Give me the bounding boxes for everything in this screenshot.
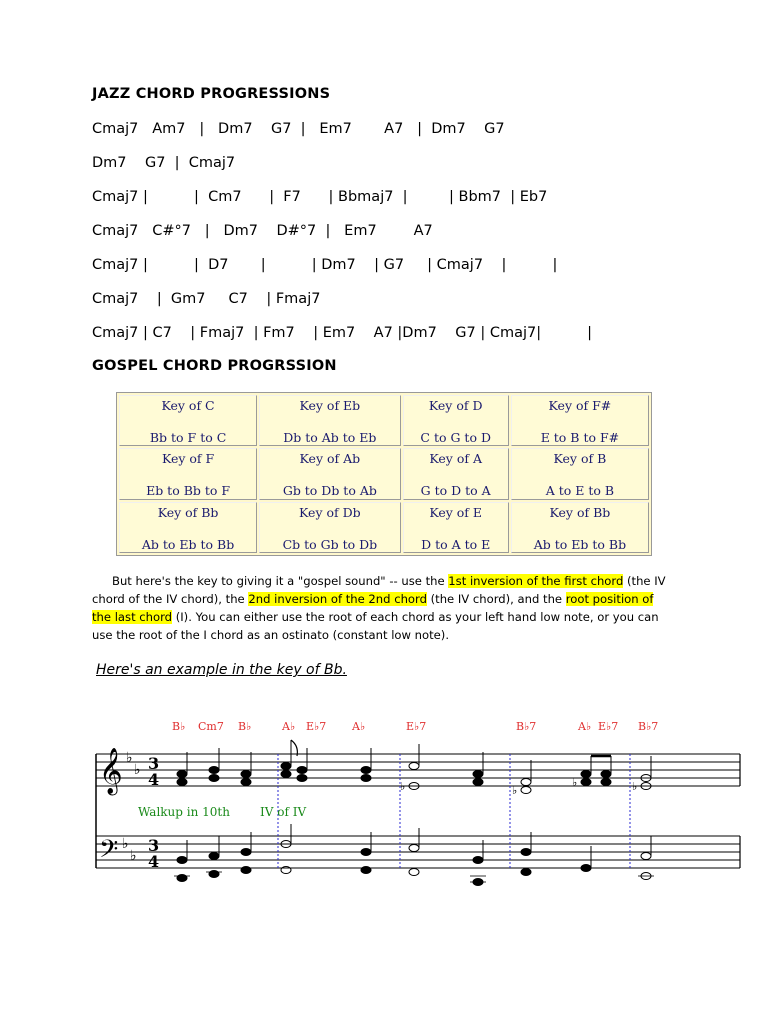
bass-staff [96, 836, 740, 868]
chord-symbols [172, 720, 658, 733]
sheet-music [90, 712, 750, 902]
svg-text:♭: ♭ [632, 780, 638, 793]
key-name: Key of Db [299, 504, 361, 520]
key-name: Key of B [553, 451, 607, 467]
key-sequence: Ab to Eb to Bb [533, 536, 627, 552]
key-table-row [119, 502, 649, 553]
key-cell [403, 395, 509, 446]
key-sequence: G to D to A [420, 483, 491, 499]
key-cell [119, 502, 257, 553]
key-sequence: A to E to B [545, 483, 615, 499]
highlight-root-position: root position of the last chord [92, 592, 654, 624]
time-top: 3 [148, 836, 160, 855]
chord-symbol: A♭ [352, 720, 366, 733]
paragraph-text: But here's the key to giving it a "gospel sound" -- use the [112, 574, 449, 588]
key-cell [259, 395, 400, 446]
treble-clef-icon: 𝄞 [99, 748, 123, 794]
key-name: Key of Eb [299, 398, 361, 413]
key-cell [403, 502, 509, 553]
progression-line-2: Dm7 G7 | Cmaj7 [92, 155, 236, 171]
progression-line-4: Cmaj7 C#°7 | Dm7 D#°7 | Em7 A7 [92, 223, 433, 239]
key-cell [403, 448, 509, 499]
chord-symbol: E♭7 [598, 720, 619, 733]
paragraph-text: (I). You can either use the root of each chord as your left hand low note, or you can use the root of the I chord as an ostinato (constant low note). [92, 610, 659, 642]
highlight-first-inversion: 1st inversion of the first chord [448, 574, 624, 588]
key-cell [119, 448, 257, 499]
key-sequence: Ab to Eb to Bb [141, 536, 235, 552]
barlines [278, 754, 630, 868]
chord-symbol: A♭ [578, 720, 592, 733]
chord-symbol: E♭7 [306, 720, 327, 733]
paragraph-text: (the IV chord), and the [426, 592, 566, 606]
key-name: Key of Ab [299, 451, 361, 467]
key-sequence: D to A to E [421, 536, 491, 552]
progression-line-3: Cmaj7 | | Cm7 | F7 | Bbmaj7 | | Bbm7 | Eb7 [92, 189, 548, 205]
key-name: Key of D [428, 398, 483, 413]
chord-symbol: B♭ [172, 720, 186, 733]
chord-symbol: A♭ [282, 720, 296, 733]
key-table-row [119, 448, 649, 499]
flat-icon: ♭ [126, 750, 133, 766]
key-cell [511, 502, 649, 553]
svg-text:♭: ♭ [400, 780, 406, 793]
chord-symbol: B♭7 [638, 720, 659, 733]
key-cell [511, 395, 649, 446]
key-cell [259, 502, 400, 553]
flat-icon: ♭ [134, 762, 141, 778]
key-name: Key of C [161, 398, 215, 413]
key-name: Key of F# [548, 398, 612, 413]
chord-symbol: E♭7 [406, 720, 427, 733]
annotations [138, 805, 306, 819]
iv-of-iv-annotation: IV of IV [260, 805, 307, 819]
svg-text:♭: ♭ [572, 776, 578, 789]
key-name: Key of E [429, 504, 483, 520]
bass-notes [174, 824, 654, 886]
key-table [116, 392, 652, 556]
chord-symbol: Cm7 [198, 720, 224, 733]
key-name: Key of A [429, 451, 482, 467]
progression-line-6: Cmaj7 | Gm7 C7 | Fmaj7 [92, 291, 321, 307]
key-name: Key of Bb [157, 504, 219, 520]
key-sequence: E to B to F# [540, 430, 620, 445]
svg-text:♭: ♭ [512, 784, 518, 797]
chord-symbol: B♭ [238, 720, 252, 733]
key-cell [511, 448, 649, 499]
key-sequence: Db to Ab to Eb [283, 430, 377, 445]
gospel-explanation [92, 572, 672, 644]
key-sequence: C to G to D [420, 430, 491, 445]
key-cell [259, 448, 400, 499]
time-bottom: 4 [148, 852, 160, 871]
treble-notes [177, 740, 651, 797]
chord-symbol: B♭7 [516, 720, 537, 733]
key-sequence: Eb to Bb to F [146, 483, 231, 499]
key-sequence: Gb to Db to Ab [282, 483, 377, 499]
key-name: Key of F [161, 451, 215, 467]
highlight-second-inversion: 2nd inversion of the 2nd chord [248, 592, 427, 606]
key-sequence: Bb to F to C [149, 430, 227, 445]
paragraph-text: (the IV chord of the IV chord), the [92, 574, 666, 606]
gospel-title: GOSPEL CHORD PROGRSSION [92, 358, 337, 374]
time-bottom: 4 [148, 770, 160, 789]
flat-icon: ♭ [122, 836, 129, 852]
key-sequence: Cb to Gb to Db [282, 536, 378, 552]
key-table-row [119, 395, 649, 446]
key-name: Key of Bb [549, 504, 611, 520]
time-top: 3 [148, 754, 160, 773]
progression-line-7: Cmaj7 | C7 | Fmaj7 | Fm7 | Em7 A7 |Dm7 G7 | Cmaj7| | [92, 325, 593, 341]
bass-clef-icon: 𝄢 [99, 835, 119, 870]
flat-icon: ♭ [130, 848, 137, 864]
jazz-title: JAZZ CHORD PROGRESSIONS [92, 86, 331, 102]
walkup-annotation: Walkup in 10th [138, 805, 230, 819]
progression-line-1: Cmaj7 Am7 | Dm7 G7 | Em7 A7 | Dm7 G7 [92, 121, 505, 137]
progression-line-5: Cmaj7 | | D7 | | Dm7 | G7 | Cmaj7 | | [92, 257, 558, 273]
key-cell [119, 395, 257, 446]
example-caption: Here's an example in the key of Bb. [96, 662, 347, 678]
